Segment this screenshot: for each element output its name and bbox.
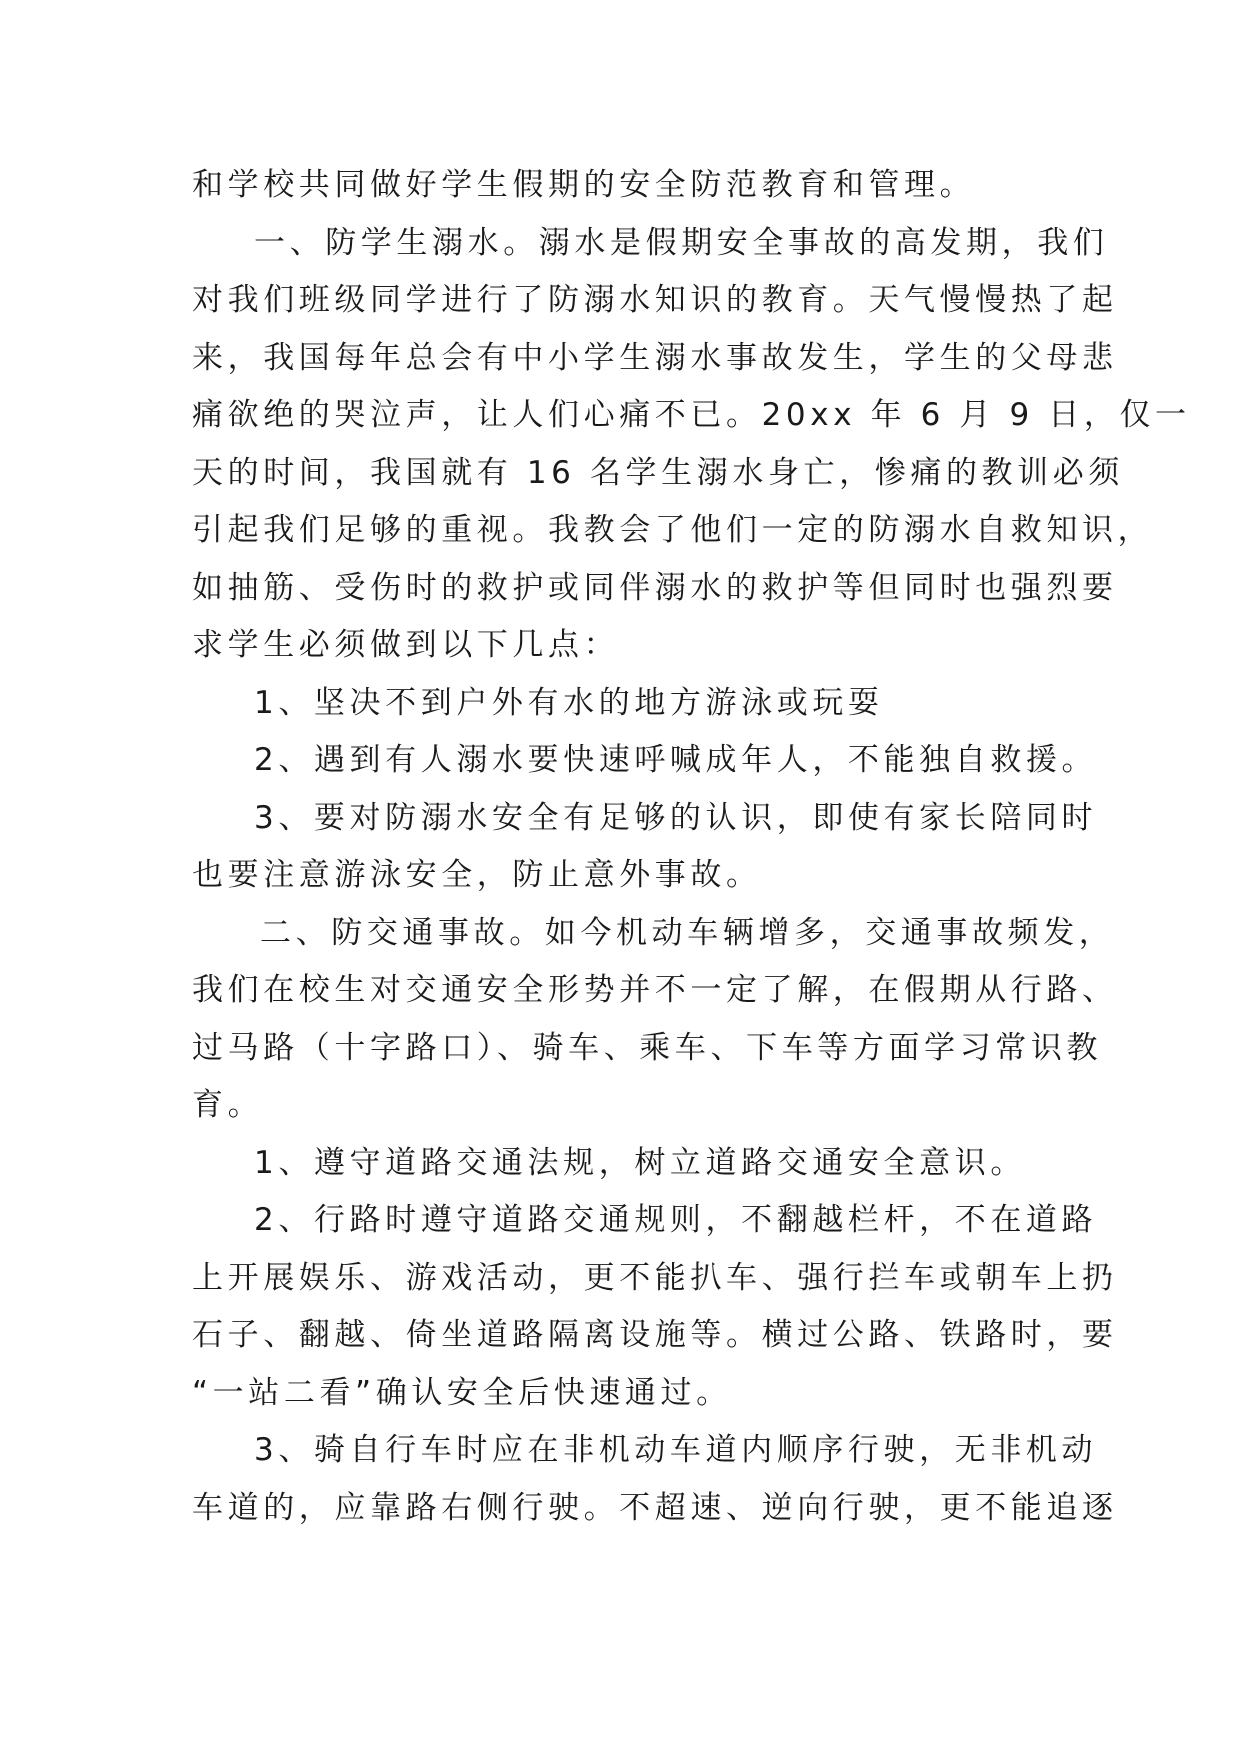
text-line: 求学生必须做到以下几点： bbox=[192, 627, 620, 663]
text-line: 和学校共同做好学生假期的安全防范教育和管理。 bbox=[192, 167, 976, 203]
text-line: 我们在校生对交通安全形势并不一定了解，在假期从行路、 bbox=[192, 972, 1118, 1008]
text-line: 也要注意游泳安全，防止意外事故。 bbox=[192, 857, 762, 893]
list-item-line: 2、遇到有人溺水要快速呼喊成年人，不能独自救援。 bbox=[254, 742, 1098, 778]
text-line: 过马路（十字路口）、骑车、乘车、下车等方面学习常识教 bbox=[192, 1029, 1103, 1066]
text-line: 对我们班级同学进行了防溺水知识的教育。天气慢慢热了起 bbox=[192, 282, 1118, 318]
text-line: 引起我们足够的重视。我教会了他们一定的防溺水自救知识， bbox=[192, 512, 1154, 548]
section-1-heading-line: 一、防学生溺水。溺水是假期安全事故的高发期，我们 bbox=[254, 224, 1109, 261]
list-item-line: 2、行路时遵守道路交通规则，不翻越栏杆，不在道路 bbox=[254, 1202, 1098, 1238]
list-item-line: 3、要对防溺水安全有足够的认识，即使有家长陪同时 bbox=[254, 799, 1098, 836]
text-line: “一站二看”确认安全后快速通过。 bbox=[192, 1374, 732, 1411]
text-line: 来，我国每年总会有中小学生溺水事故发生，学生的父母悲 bbox=[192, 339, 1118, 376]
text-line: 上开展娱乐、游戏活动，更不能扒车、强行拦车或朝车上扔 bbox=[192, 1259, 1118, 1296]
section-2-heading-line: 二、防交通事故。如今机动车辆增多，交通事故频发， bbox=[260, 914, 1115, 951]
text-line: 石子、翻越、倚坐道路隔离设施等。横过公路、铁路时，要 bbox=[192, 1317, 1118, 1353]
text-line: 痛欲绝的哭泣声，让人们心痛不已。20xx 年 6 月 9 日，仅一 bbox=[192, 397, 1191, 433]
document-body bbox=[192, 157, 1191, 1537]
list-item-line: 1、坚决不到户外有水的地方游泳或玩耍 bbox=[254, 684, 884, 721]
list-item-line: 3、骑自行车时应在非机动车道内顺序行驶，无非机动 bbox=[254, 1432, 1098, 1468]
text-line: 如抽筋、受伤时的救护或同伴溺水的救护等但同时也强烈要 bbox=[192, 569, 1118, 606]
text-line: 天的时间，我国就有 16 名学生溺水身亡，惨痛的教训必须 bbox=[192, 454, 1124, 491]
list-item-line: 1、遵守道路交通法规，树立道路交通安全意识。 bbox=[254, 1144, 1026, 1181]
text-line: 育。 bbox=[192, 1087, 264, 1123]
text-line: 车道的，应靠路右侧行驶。不超速、逆向行驶，更不能追逐 bbox=[192, 1489, 1118, 1526]
